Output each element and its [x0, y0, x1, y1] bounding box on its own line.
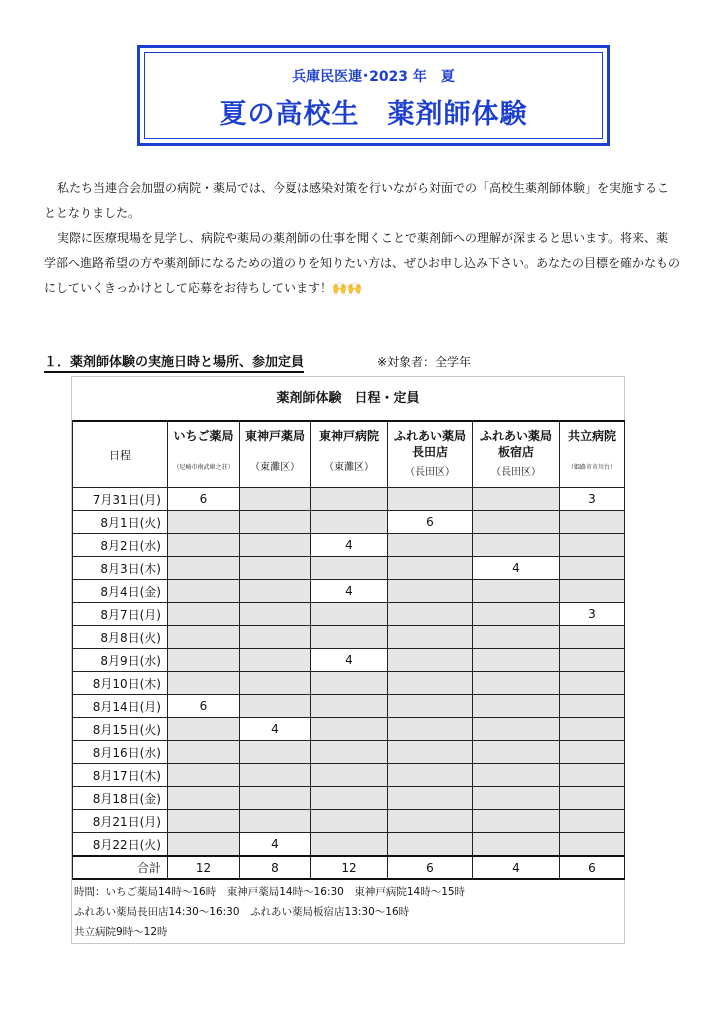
capacity-cell	[560, 580, 625, 603]
capacity-cell	[168, 511, 240, 534]
total-label: 合計	[73, 856, 168, 879]
capacity-cell	[473, 603, 560, 626]
total-cell: 6	[560, 856, 625, 879]
event-subtitle: 兵庫民医連･2023 年 夏	[292, 69, 455, 85]
table-row	[73, 534, 625, 557]
capacity-cell	[240, 626, 311, 649]
capacity-cell	[311, 718, 388, 741]
column-header	[168, 421, 240, 488]
date-cell: 7月31日(月)	[73, 488, 168, 511]
schedule-table-frame	[71, 376, 625, 944]
capacity-cell	[240, 511, 311, 534]
table-body	[73, 488, 625, 880]
capacity-cell	[168, 833, 240, 857]
capacity-cell	[473, 718, 560, 741]
table-row	[73, 511, 625, 534]
capacity-cell	[473, 695, 560, 718]
capacity-cell	[240, 557, 311, 580]
capacity-cell	[388, 787, 473, 810]
capacity-cell	[168, 672, 240, 695]
capacity-cell	[560, 626, 625, 649]
capacity-cell	[473, 626, 560, 649]
table-row	[73, 557, 625, 580]
total-cell: 6	[388, 856, 473, 879]
column-header	[311, 421, 388, 488]
column-header-location: （長田区）	[405, 467, 455, 478]
column-header-location: （長田区）	[491, 467, 541, 478]
capacity-cell	[168, 649, 240, 672]
table-row	[73, 741, 625, 764]
capacity-cell	[240, 695, 311, 718]
capacity-cell	[560, 649, 625, 672]
hours-note-line: 共立病院9時～12時	[74, 926, 168, 938]
capacity-cell	[388, 557, 473, 580]
column-header	[240, 421, 311, 488]
capacity-cell	[473, 580, 560, 603]
table-row	[73, 580, 625, 603]
capacity-cell	[240, 534, 311, 557]
date-cell: 8月16日(水)	[73, 741, 168, 764]
capacity-cell	[388, 534, 473, 557]
capacity-cell: 6	[168, 488, 240, 511]
capacity-cell: 3	[560, 488, 625, 511]
column-header	[560, 421, 625, 488]
table-row	[73, 787, 625, 810]
capacity-cell	[388, 810, 473, 833]
capacity-cell	[473, 810, 560, 833]
capacity-cell	[560, 810, 625, 833]
capacity-cell	[168, 718, 240, 741]
capacity-cell	[168, 810, 240, 833]
column-header-name: 東神戸薬局	[244, 429, 305, 443]
capacity-cell	[311, 695, 388, 718]
capacity-cell	[473, 833, 560, 857]
title-box	[137, 45, 610, 146]
capacity-cell: 4	[240, 718, 311, 741]
capacity-cell: 4	[473, 557, 560, 580]
hours-note-line: ふれあい薬局長田店14:30～16:30 ふれあい薬局板宿店13:30～16時	[74, 906, 410, 918]
table-row	[73, 672, 625, 695]
capacity-cell	[311, 787, 388, 810]
date-cell: 8月21日(月)	[73, 810, 168, 833]
date-cell: 8月17日(木)	[73, 764, 168, 787]
table-row	[73, 649, 625, 672]
capacity-cell: 6	[388, 511, 473, 534]
section-heading: １．薬剤師体験の実施日時と場所、参加定員	[44, 351, 304, 373]
capacity-cell: 6	[168, 695, 240, 718]
capacity-cell	[311, 511, 388, 534]
target-audience-note: ※対象者：全学年	[377, 355, 472, 369]
date-cell: 8月14日(月)	[73, 695, 168, 718]
column-header-location: （東灘区）	[250, 462, 300, 473]
capacity-cell	[560, 695, 625, 718]
date-cell: 8月15日(火)	[73, 718, 168, 741]
table-caption: 薬剤師体験 日程・定員	[276, 391, 420, 406]
capacity-cell	[473, 534, 560, 557]
table-row	[73, 833, 625, 857]
capacity-cell	[240, 672, 311, 695]
capacity-cell	[388, 672, 473, 695]
capacity-cell	[311, 764, 388, 787]
date-cell: 8月10日(木)	[73, 672, 168, 695]
capacity-cell	[311, 833, 388, 857]
capacity-cell	[388, 603, 473, 626]
capacity-cell	[311, 672, 388, 695]
capacity-cell	[311, 603, 388, 626]
capacity-cell	[168, 557, 240, 580]
capacity-cell: 4	[311, 580, 388, 603]
table-row	[73, 603, 625, 626]
capacity-cell	[168, 534, 240, 557]
capacity-cell	[473, 764, 560, 787]
column-header	[388, 421, 473, 488]
capacity-cell	[240, 764, 311, 787]
total-cell: 12	[311, 856, 388, 879]
capacity-cell	[388, 764, 473, 787]
table-header-row	[73, 421, 625, 488]
capacity-cell	[311, 810, 388, 833]
capacity-cell	[388, 649, 473, 672]
table-row	[73, 764, 625, 787]
capacity-cell	[168, 580, 240, 603]
capacity-cell	[311, 741, 388, 764]
capacity-cell	[240, 580, 311, 603]
table-row	[73, 488, 625, 511]
capacity-cell: 4	[240, 833, 311, 857]
capacity-cell	[168, 764, 240, 787]
capacity-cell	[388, 741, 473, 764]
capacity-cell	[388, 626, 473, 649]
capacity-cell	[388, 580, 473, 603]
date-cell: 8月8日(火)	[73, 626, 168, 649]
column-header-name: ふれあい薬局 長田店	[393, 429, 466, 459]
capacity-cell	[473, 672, 560, 695]
capacity-cell: 4	[311, 534, 388, 557]
column-header-location: （東灘区）	[324, 462, 374, 473]
capacity-cell	[168, 741, 240, 764]
date-cell: 8月2日(水)	[73, 534, 168, 557]
schedule-table	[72, 420, 625, 880]
capacity-cell	[560, 718, 625, 741]
capacity-cell	[560, 534, 625, 557]
total-row	[73, 856, 625, 879]
capacity-cell	[388, 488, 473, 511]
capacity-cell: 3	[560, 603, 625, 626]
date-cell: 8月7日(月)	[73, 603, 168, 626]
capacity-cell	[240, 488, 311, 511]
intro-para-2: 実際に医療現場を見学し、病院や薬局の薬剤師の仕事を聞くことで薬剤師への理解が深まると思います。将来、薬学部へ進路希望の方や薬剤師になるための道のりを知りたい方は、ぜひお申し込み下さい。あなたの目標を確かなものにしていくきっかけとして応募をお待ちしています！🙌🙌	[44, 231, 681, 295]
capacity-cell	[473, 488, 560, 511]
column-header-location: （姫路市市川台）	[567, 464, 616, 471]
table-row	[73, 718, 625, 741]
capacity-cell	[560, 787, 625, 810]
capacity-cell	[311, 488, 388, 511]
capacity-cell	[560, 741, 625, 764]
column-header-name: 東神戸病院	[318, 429, 379, 443]
capacity-cell	[240, 810, 311, 833]
capacity-cell	[311, 557, 388, 580]
capacity-cell	[560, 672, 625, 695]
capacity-cell	[473, 649, 560, 672]
total-cell: 8	[240, 856, 311, 879]
total-cell: 12	[168, 856, 240, 879]
intro-para-1: 私たち当連合会加盟の病院・薬局では、今夏は感染対策を行いながら対面での「高校生薬剤師体験」を実施することとなりました。	[44, 181, 670, 220]
date-cell: 8月22日(火)	[73, 833, 168, 857]
capacity-cell	[168, 626, 240, 649]
capacity-cell	[240, 787, 311, 810]
column-header-name: いちご薬局	[173, 429, 234, 443]
intro-paragraph	[44, 176, 680, 301]
capacity-cell	[473, 741, 560, 764]
capacity-cell	[560, 833, 625, 857]
date-column-header: 日程	[73, 421, 168, 488]
capacity-cell: 4	[311, 649, 388, 672]
date-cell: 8月3日(木)	[73, 557, 168, 580]
hours-note-line: 時間：いちご薬局14時～16時 東神戸薬局14時～16:30 東神戸病院14時～15時	[74, 886, 466, 898]
capacity-cell	[168, 787, 240, 810]
column-header-location: （尼崎市南武庫之荘）	[173, 464, 234, 471]
capacity-cell	[560, 764, 625, 787]
hours-notes	[74, 882, 465, 942]
capacity-cell	[388, 833, 473, 857]
event-title: 夏の高校生 薬剤師体験	[219, 99, 528, 130]
total-cell: 4	[473, 856, 560, 879]
capacity-cell	[388, 695, 473, 718]
capacity-cell	[240, 603, 311, 626]
date-cell: 8月18日(金)	[73, 787, 168, 810]
table-row	[73, 810, 625, 833]
date-cell: 8月1日(火)	[73, 511, 168, 534]
capacity-cell	[473, 511, 560, 534]
capacity-cell	[168, 603, 240, 626]
column-header	[473, 421, 560, 488]
capacity-cell	[240, 741, 311, 764]
column-header-name: ふれあい薬局 板宿店	[479, 429, 552, 459]
column-header-name: 共立病院	[567, 429, 616, 443]
capacity-cell	[473, 787, 560, 810]
capacity-cell	[560, 557, 625, 580]
capacity-cell	[240, 649, 311, 672]
table-row	[73, 695, 625, 718]
capacity-cell	[560, 511, 625, 534]
capacity-cell	[388, 718, 473, 741]
table-row	[73, 626, 625, 649]
capacity-cell	[311, 626, 388, 649]
date-cell: 8月9日(水)	[73, 649, 168, 672]
date-cell: 8月4日(金)	[73, 580, 168, 603]
